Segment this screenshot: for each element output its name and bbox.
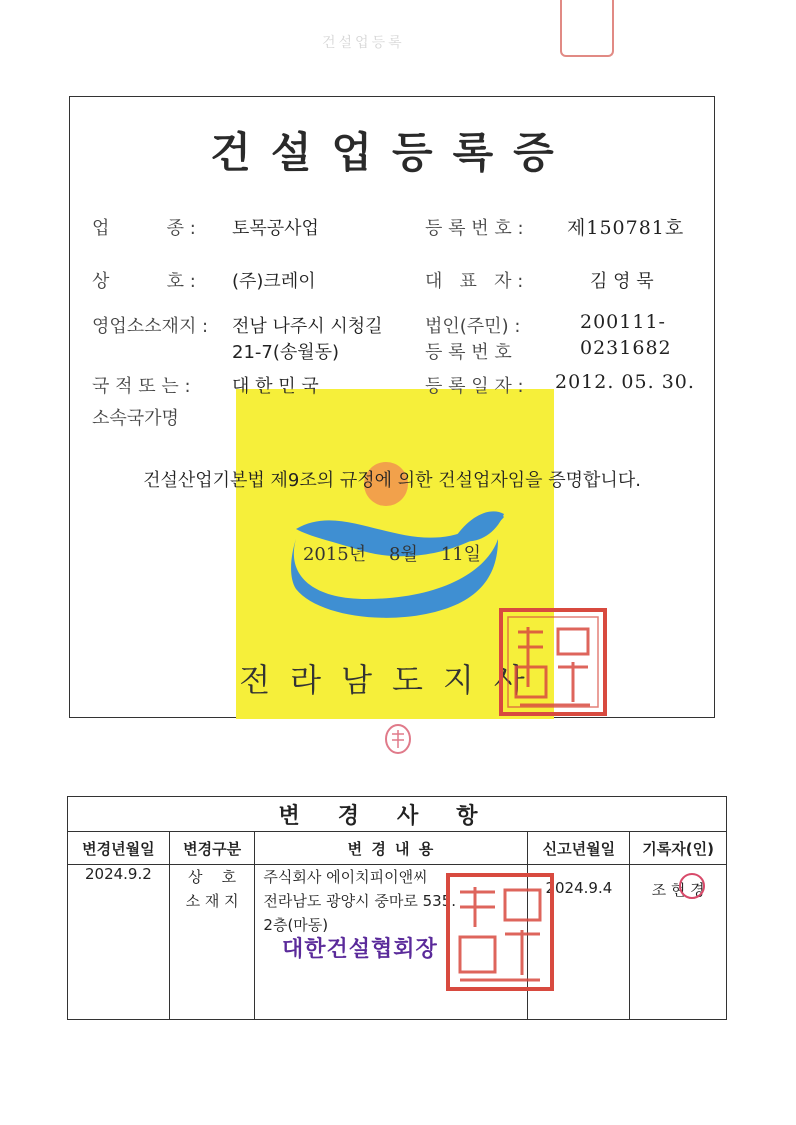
faint-header-text: 건설업등록 — [322, 35, 405, 51]
top-seal-stamp — [560, 0, 614, 57]
business-type-value: 토목공사업 — [232, 218, 319, 239]
address-value-line1: 전남 나주시 시청길 — [232, 316, 383, 337]
nationality-label-line2: 소속국가명 — [92, 408, 179, 429]
category-trade-name: 상 호 — [188, 868, 237, 886]
column-header-recorder: 기록자(인) — [630, 832, 727, 865]
address-value-line2: 21-7(송월동) — [232, 342, 340, 363]
column-header-contents: 변 경 내 용 — [255, 832, 528, 865]
certification-statement: 건설산업기본법 제9조의 규정에 의한 건설업자임을 증명합니다. — [143, 470, 641, 491]
trade-name-label: 상 호 : — [92, 271, 196, 292]
leaf-icon — [454, 511, 504, 541]
trade-name-value: (주)크레이 — [232, 271, 316, 292]
column-header-category: 변경구분 — [169, 832, 255, 865]
association-stamp-name: 대한건설협회장 — [282, 937, 438, 962]
registration-date-value: 2012. 05. 30. — [555, 371, 695, 393]
column-header-change-date: 변경년월일 — [68, 832, 170, 865]
contents-line3: 2층(마동) — [263, 916, 329, 934]
category-address: 소 재 지 — [185, 892, 239, 910]
business-type-label: 업 종 : — [92, 218, 196, 239]
registration-number-value: 제150781호 — [567, 217, 685, 239]
change-date-value: 2024.9.2 — [84, 865, 152, 883]
representative-label: 대 표 자 : — [425, 271, 524, 292]
change-history-table — [67, 796, 727, 1020]
issue-date: 2015년 8월 11일 — [302, 544, 482, 565]
certificate-title: 건설업등록증 — [210, 128, 574, 177]
column-header-report-date: 신고년월일 — [528, 832, 630, 865]
row-category — [169, 865, 255, 1020]
association-seal-icon — [445, 872, 555, 992]
corp-number-value-line1: 200111- — [580, 311, 666, 333]
nationality-label-line1: 국 적 또 는 : — [92, 376, 191, 397]
corp-number-value-line2: 0231682 — [580, 337, 672, 359]
registration-date-label: 등 록 일 자 : — [425, 376, 524, 397]
corp-number-label-line1: 법인(주민) : — [425, 316, 521, 337]
address-label: 영업소소재지 : — [92, 316, 209, 337]
contents-line2: 전라남도 광양시 중마로 535. — [263, 892, 457, 910]
report-date-value: 2024.9.4 — [545, 879, 613, 897]
recorder-seal-icon — [677, 871, 707, 901]
corp-number-label-line2: 등 록 번 호 — [425, 342, 512, 363]
small-seal-icon — [383, 722, 413, 756]
issuer-name: 전라남도지사 — [239, 661, 545, 699]
registration-number-label: 등 록 번 호 : — [425, 218, 524, 239]
official-seal-icon — [498, 607, 608, 717]
nationality-value: 대 한 민 국 — [232, 376, 319, 397]
contents-line1: 주식회사 에이치피이앤씨 — [263, 868, 428, 886]
representative-value: 김 영 묵 — [590, 271, 654, 292]
recorder-value: 조 현 경 — [651, 881, 705, 899]
row-change-date — [68, 865, 170, 1020]
change-history-title: 변경사항 — [68, 797, 727, 832]
